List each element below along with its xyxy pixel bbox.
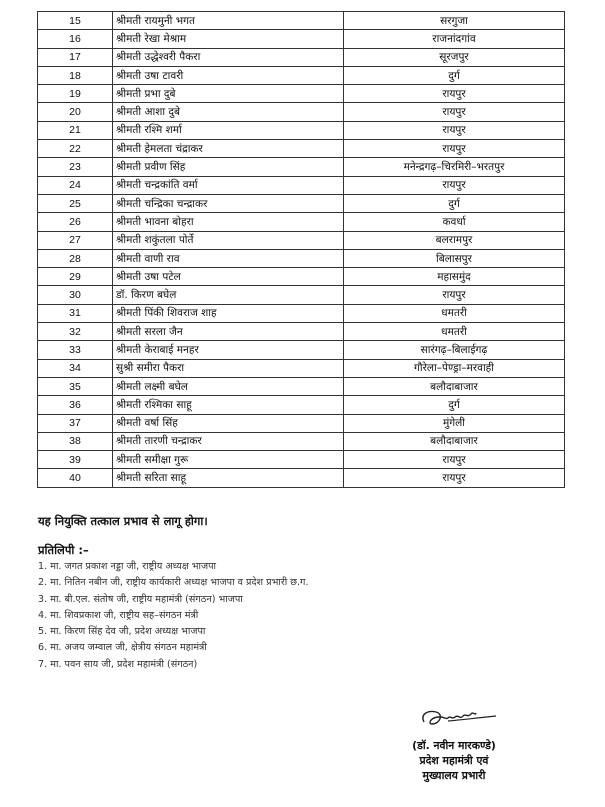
- serial-number-cell: 15: [38, 12, 113, 30]
- serial-number-cell: 35: [38, 377, 113, 395]
- serial-number-cell: 40: [38, 469, 113, 487]
- table-row: [38, 213, 565, 231]
- copy-to-item: 1. मा. जगत प्रकाश नड्डा जी, राष्ट्रीय अध्यक्ष भाजपा: [38, 561, 217, 572]
- serial-number-cell: 17: [38, 48, 113, 66]
- serial-number-cell: 22: [38, 140, 113, 158]
- serial-number-cell: 25: [38, 194, 113, 212]
- table-row: [38, 451, 565, 469]
- copy-to-list: [38, 559, 309, 673]
- serial-number-cell: 29: [38, 268, 113, 286]
- member-name-cell: श्रीमती सरिता साहू: [113, 469, 344, 487]
- table-row: [38, 194, 565, 212]
- serial-number-cell: 30: [38, 286, 113, 304]
- district-cell: दुर्ग: [344, 396, 565, 414]
- signature-image: [418, 700, 498, 732]
- table-row: [38, 66, 565, 84]
- member-name-cell: श्रीमती प्रवीण सिंह: [113, 158, 344, 176]
- district-cell: राजनांदगांव: [344, 30, 565, 48]
- table-row: [38, 304, 565, 322]
- member-name-cell: सुश्री समीरा पैकरा: [113, 359, 344, 377]
- serial-number-cell: 33: [38, 341, 113, 359]
- table-row: [38, 432, 565, 450]
- member-name-cell: श्रीमती रश्मिका साहू: [113, 396, 344, 414]
- member-name-cell: श्रीमती भावना बोहरा: [113, 213, 344, 231]
- table-row: [38, 414, 565, 432]
- table-row: [38, 121, 565, 139]
- copy-to-item: 7. मा. पवन साय जी, प्रदेश महामंत्री (संगठन): [38, 658, 198, 670]
- copy-to-item: 3. मा. बी.एल. संतोष जी, राष्ट्रीय महामंत्री (संगठन) भाजपा: [38, 593, 243, 605]
- serial-number-cell: 27: [38, 231, 113, 249]
- member-name-cell: श्रीमती केराबाई मनहर: [113, 341, 344, 359]
- table-row: [38, 469, 565, 487]
- district-cell: बलौदाबाजार: [344, 432, 565, 450]
- appointments-table: [37, 11, 565, 488]
- district-cell: धमतरी: [344, 304, 565, 322]
- district-cell: बिलासपुर: [344, 249, 565, 267]
- table-row: [38, 48, 565, 66]
- district-cell: मुंगेली: [344, 414, 565, 432]
- table-row: [38, 341, 565, 359]
- signatory-block: [394, 738, 514, 783]
- serial-number-cell: 26: [38, 213, 113, 231]
- serial-number-cell: 28: [38, 249, 113, 267]
- signatory-name: (डॉ. नवीन मारकण्डे): [412, 739, 496, 752]
- district-cell: रायपुर: [344, 140, 565, 158]
- table-row: [38, 176, 565, 194]
- table-row: [38, 12, 565, 30]
- member-name-cell: श्रीमती उषा टावरी: [113, 66, 344, 84]
- member-name-cell: श्रीमती लक्ष्मी बघेल: [113, 377, 344, 395]
- serial-number-cell: 36: [38, 396, 113, 414]
- copy-to-item: 2. मा. नितिन नबीन जी, राष्ट्रीय कार्यकारी अध्यक्ष भाजपा व प्रदेश प्रभारी छ.ग.: [38, 577, 309, 589]
- district-cell: कवर्धा: [344, 213, 565, 231]
- table-row: [38, 249, 565, 267]
- table-row: [38, 103, 565, 121]
- district-cell: सूरजपुर: [344, 48, 565, 66]
- district-cell: दुर्ग: [344, 194, 565, 212]
- district-cell: सरगुजा: [344, 12, 565, 30]
- member-name-cell: डॉ. किरण बघेल: [113, 286, 344, 304]
- member-name-cell: श्रीमती हेमलता चंद्राकर: [113, 140, 344, 158]
- serial-number-cell: 24: [38, 176, 113, 194]
- member-name-cell: श्रीमती उद्धेश्वरी पैकरा: [113, 48, 344, 66]
- serial-number-cell: 38: [38, 432, 113, 450]
- table-row: [38, 158, 565, 176]
- serial-number-cell: 16: [38, 30, 113, 48]
- table-row: [38, 140, 565, 158]
- district-cell: रायपुर: [344, 121, 565, 139]
- table-row: [38, 30, 565, 48]
- copy-to-item: 5. मा. किरण सिंह देव जी, प्रदेश अध्यक्ष भाजपा: [38, 626, 206, 638]
- serial-number-cell: 32: [38, 323, 113, 341]
- district-cell: दुर्ग: [344, 66, 565, 84]
- district-cell: धमतरी: [344, 323, 565, 341]
- serial-number-cell: 37: [38, 414, 113, 432]
- table-row: [38, 359, 565, 377]
- appointments-table-body: [38, 12, 565, 488]
- table-row: [38, 323, 565, 341]
- member-name-cell: श्रीमती वाणी राव: [113, 249, 344, 267]
- serial-number-cell: 31: [38, 304, 113, 322]
- signatory-office: मुख्यालय प्रभारी: [422, 769, 486, 782]
- district-cell: बलौदाबाजार: [344, 377, 565, 395]
- member-name-cell: श्रीमती पिंकी शिवराज शाह: [113, 304, 344, 322]
- district-cell: रायपुर: [344, 469, 565, 487]
- table-row: [38, 396, 565, 414]
- district-cell: रायपुर: [344, 286, 565, 304]
- table-row: [38, 231, 565, 249]
- member-name-cell: श्रीमती रेखा मेश्राम: [113, 30, 344, 48]
- member-name-cell: श्रीमती शकुंतला पोर्ते: [113, 231, 344, 249]
- serial-number-cell: 39: [38, 451, 113, 469]
- member-name-cell: श्रीमती समीक्षा गुरू: [113, 451, 344, 469]
- member-name-cell: श्रीमती प्रभा दुबे: [113, 85, 344, 103]
- member-name-cell: श्रीमती सरला जैन: [113, 323, 344, 341]
- district-cell: रायपुर: [344, 451, 565, 469]
- member-name-cell: श्रीमती चन्द्रकांति वर्मा: [113, 176, 344, 194]
- signatory-designation: प्रदेश महामंत्री एवं: [419, 754, 489, 767]
- district-cell: महासमुंद: [344, 268, 565, 286]
- member-name-cell: श्रीमती उषा पटेल: [113, 268, 344, 286]
- district-cell: मनेन्द्रगढ़–चिरमिरी–भरतपुर: [344, 158, 565, 176]
- district-cell: रायपुर: [344, 85, 565, 103]
- serial-number-cell: 21: [38, 121, 113, 139]
- serial-number-cell: 20: [38, 103, 113, 121]
- table-row: [38, 85, 565, 103]
- district-cell: बलरामपुर: [344, 231, 565, 249]
- member-name-cell: श्रीमती वर्षा सिंह: [113, 414, 344, 432]
- serial-number-cell: 18: [38, 66, 113, 84]
- copy-to-item: 6. मा. अजय जम्वाल जी, क्षेत्रीय संगठन महामंत्री: [38, 642, 207, 654]
- member-name-cell: श्रीमती आशा दुबे: [113, 103, 344, 121]
- table-row: [38, 268, 565, 286]
- member-name-cell: श्रीमती रश्मि शर्मा: [113, 121, 344, 139]
- district-cell: सारंगढ़–बिलाईगढ़: [344, 341, 565, 359]
- member-name-cell: श्रीमती चन्द्रिका चन्द्राकर: [113, 194, 344, 212]
- serial-number-cell: 34: [38, 359, 113, 377]
- district-cell: गौरेला–पेण्ड्रा–मरवाही: [344, 359, 565, 377]
- serial-number-cell: 19: [38, 85, 113, 103]
- district-cell: रायपुर: [344, 176, 565, 194]
- effective-notice: यह नियुक्ति तत्काल प्रभाव से लागू होगा।: [38, 514, 208, 528]
- copy-to-item: 4. मा. शिवप्रकाश जी, राष्ट्रीय सह–संगठन मंत्री: [38, 609, 199, 621]
- member-name-cell: श्रीमती रायमुनी भगत: [113, 12, 344, 30]
- district-cell: रायपुर: [344, 103, 565, 121]
- table-row: [38, 286, 565, 304]
- member-name-cell: श्रीमती तारणी चन्द्राकर: [113, 432, 344, 450]
- table-row: [38, 377, 565, 395]
- serial-number-cell: 23: [38, 158, 113, 176]
- copy-to-heading: प्रतिलिपी :–: [38, 543, 89, 557]
